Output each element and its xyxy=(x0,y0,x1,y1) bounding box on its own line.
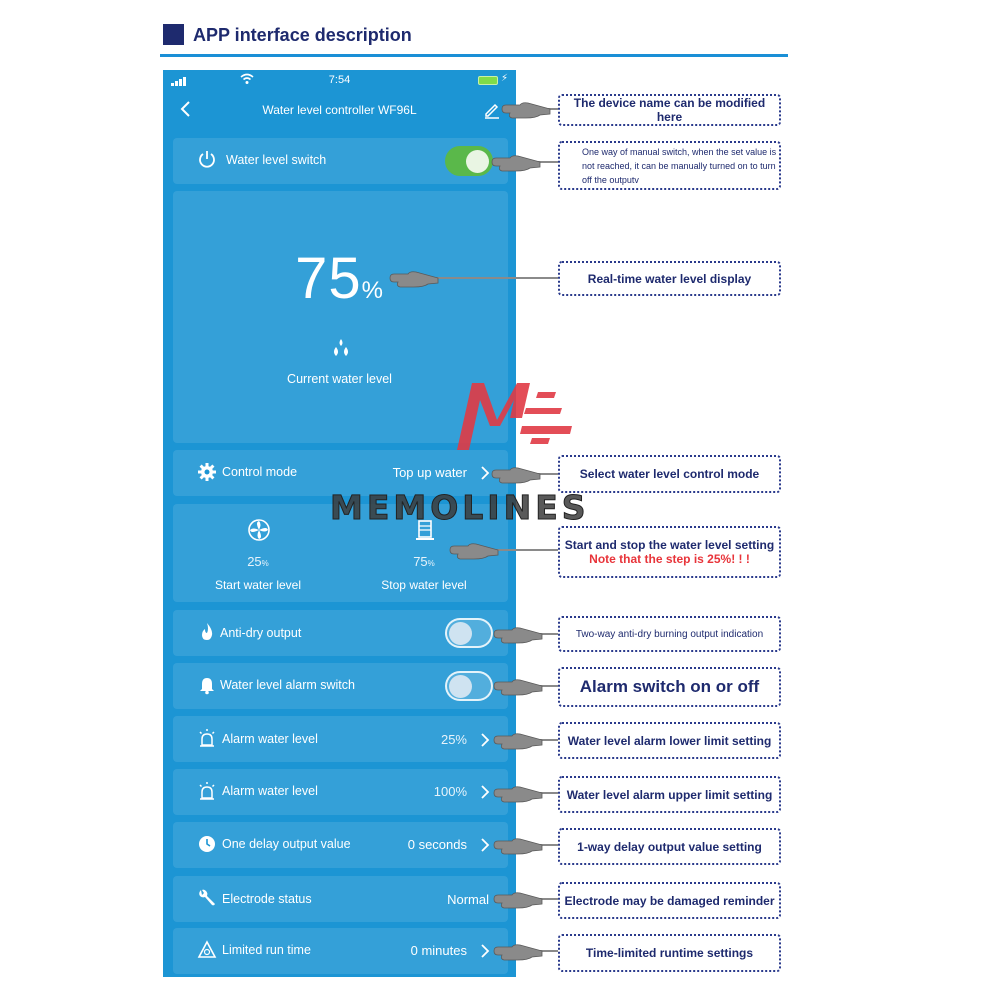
anti-dry-toggle[interactable] xyxy=(445,618,493,648)
flame-icon xyxy=(197,622,217,642)
header-marker xyxy=(163,24,184,45)
alarm-high-row[interactable] xyxy=(173,769,508,815)
watermark-logo xyxy=(452,378,577,453)
electrode-row xyxy=(173,876,508,922)
triangle-timer-icon xyxy=(197,940,217,960)
control-mode-label: Control mode xyxy=(222,465,298,479)
stop-level-value: 75% xyxy=(413,554,435,569)
header-divider xyxy=(160,54,788,57)
bell-icon xyxy=(197,675,217,695)
water-switch-toggle[interactable] xyxy=(445,146,493,176)
water-switch-label: Water level switch xyxy=(226,153,327,167)
charging-icon: ⚡ xyxy=(500,73,508,84)
callout-alarm-switch: Alarm switch on or off xyxy=(558,667,781,707)
callout-anti-dry: Two-way anti-dry burning output indication xyxy=(558,616,781,652)
runtime-row[interactable] xyxy=(173,928,508,974)
callout-alarm-upper: Water level alarm upper limit setting xyxy=(558,776,781,813)
callout-realtime: Real-time water level display xyxy=(558,261,781,296)
electrode-label: Electrode status xyxy=(222,892,312,906)
alarm-high-value: 100% xyxy=(433,784,467,799)
callout-start-stop-note: Note that the step is 25%! ! ! xyxy=(589,552,750,566)
delay-value: 0 seconds xyxy=(407,837,467,852)
wrench-icon xyxy=(197,888,217,908)
runtime-label: Limited run time xyxy=(222,943,311,957)
callout-start-stop xyxy=(558,526,781,578)
callout-start-stop-text: Start and stop the water level setting xyxy=(564,538,775,552)
water-drops-icon xyxy=(331,338,351,360)
alarm-low-row[interactable] xyxy=(173,716,508,762)
current-level-value: 75% xyxy=(295,246,384,311)
delay-label: One delay output value xyxy=(222,837,351,851)
start-level-control[interactable] xyxy=(193,514,323,598)
edit-name-button[interactable] xyxy=(482,100,502,120)
control-mode-value: Top up water xyxy=(392,465,467,480)
device-title: Water level controller WF96L xyxy=(262,103,417,117)
chevron-right-icon xyxy=(479,944,491,958)
chevron-left-icon xyxy=(175,98,197,120)
gear-icon xyxy=(197,462,217,482)
status-bar xyxy=(163,70,516,90)
current-level-label: Current water level xyxy=(287,372,392,386)
fan-icon xyxy=(247,518,271,542)
chevron-right-icon xyxy=(479,466,491,480)
callout-device-name: The device name can be modified here xyxy=(558,94,781,126)
watermark-text: MEMOLINES xyxy=(330,488,590,527)
start-level-value: 25% xyxy=(247,554,269,569)
callout-delay: 1-way delay output value setting xyxy=(558,828,781,865)
back-button[interactable] xyxy=(175,98,197,122)
electrode-value: Normal xyxy=(447,892,489,907)
alarm-low-value: 25% xyxy=(440,732,467,747)
alarm-switch-toggle[interactable] xyxy=(445,671,493,701)
anti-dry-row xyxy=(173,610,508,656)
callout-control-mode: Select water level control mode xyxy=(558,455,781,493)
anti-dry-label: Anti-dry output xyxy=(220,626,302,640)
chevron-right-icon xyxy=(479,838,491,852)
start-level-label: Start water level xyxy=(214,578,302,592)
battery-icon xyxy=(478,76,498,85)
alarm-low-label: Alarm water level xyxy=(222,732,318,746)
alarm-light-icon xyxy=(197,781,217,801)
chevron-right-icon xyxy=(479,733,491,747)
alarm-switch-label: Water level alarm switch xyxy=(220,678,355,692)
status-time: 7:54 xyxy=(328,74,351,86)
callout-electrode: Electrode may be damaged reminder xyxy=(558,882,781,919)
stop-level-label: Stop water level xyxy=(381,578,467,592)
alarm-high-label: Alarm water level xyxy=(222,784,318,798)
page-title: APP interface description xyxy=(193,25,412,45)
water-switch-row xyxy=(173,138,508,184)
chevron-right-icon xyxy=(479,785,491,799)
delay-row[interactable] xyxy=(173,822,508,868)
alarm-light-icon xyxy=(197,728,217,748)
clock-icon xyxy=(197,834,217,854)
callout-alarm-lower: Water level alarm lower limit setting xyxy=(558,722,781,759)
callout-manual-switch: One way of manual switch, when the set value is not reached, it can be manually turned on to turn off the outputv xyxy=(558,141,781,190)
pencil-icon xyxy=(482,100,502,120)
power-icon xyxy=(197,149,217,169)
alarm-switch-row xyxy=(173,663,508,709)
callout-runtime: Time-limited runtime settings xyxy=(558,934,781,972)
runtime-value: 0 minutes xyxy=(410,943,467,958)
